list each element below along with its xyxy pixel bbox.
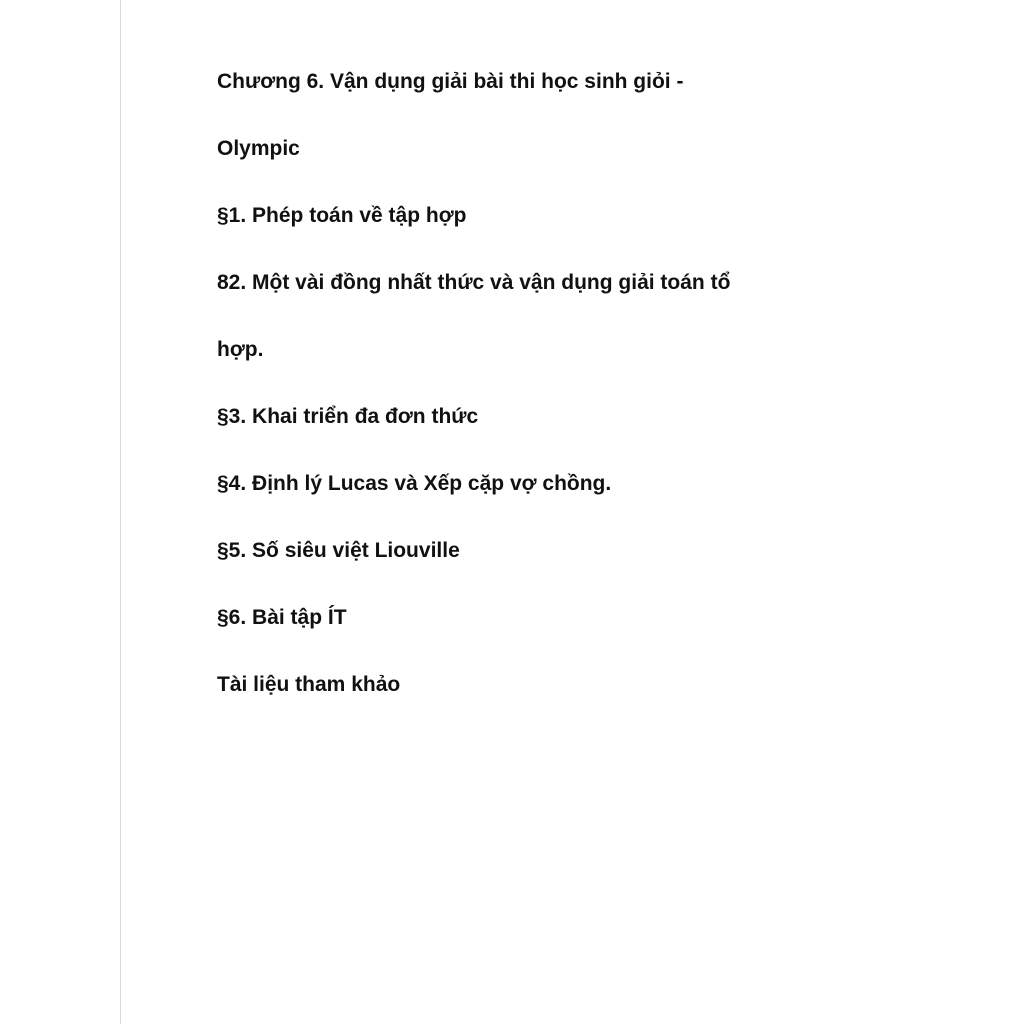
table-of-contents: [217, 62, 937, 732]
section-5-title: §5. Số siêu việt Liouville: [217, 539, 460, 562]
section-2-title-line-2: hợp.: [217, 338, 264, 361]
section-4-title: §4. Định lý Lucas và Xếp cặp vợ chồng.: [217, 472, 612, 495]
section-2-title-line-1: 82. Một vài đồng nhất thức và vận dụng giải toán tổ: [217, 271, 731, 294]
section-6-title: §6. Bài tập ÍT: [217, 606, 347, 629]
section-3-title: §3. Khai triển đa đơn thức: [217, 405, 479, 428]
chapter-title-line-1: Chương 6. Vận dụng giải bài thi học sinh giỏi -: [217, 70, 684, 93]
page-margin-line: [120, 0, 121, 1024]
section-1-title: §1. Phép toán về tập hợp: [217, 204, 467, 227]
chapter-title-line-2: Olympic: [217, 137, 300, 160]
references-title: Tài liệu tham khảo: [217, 673, 401, 696]
